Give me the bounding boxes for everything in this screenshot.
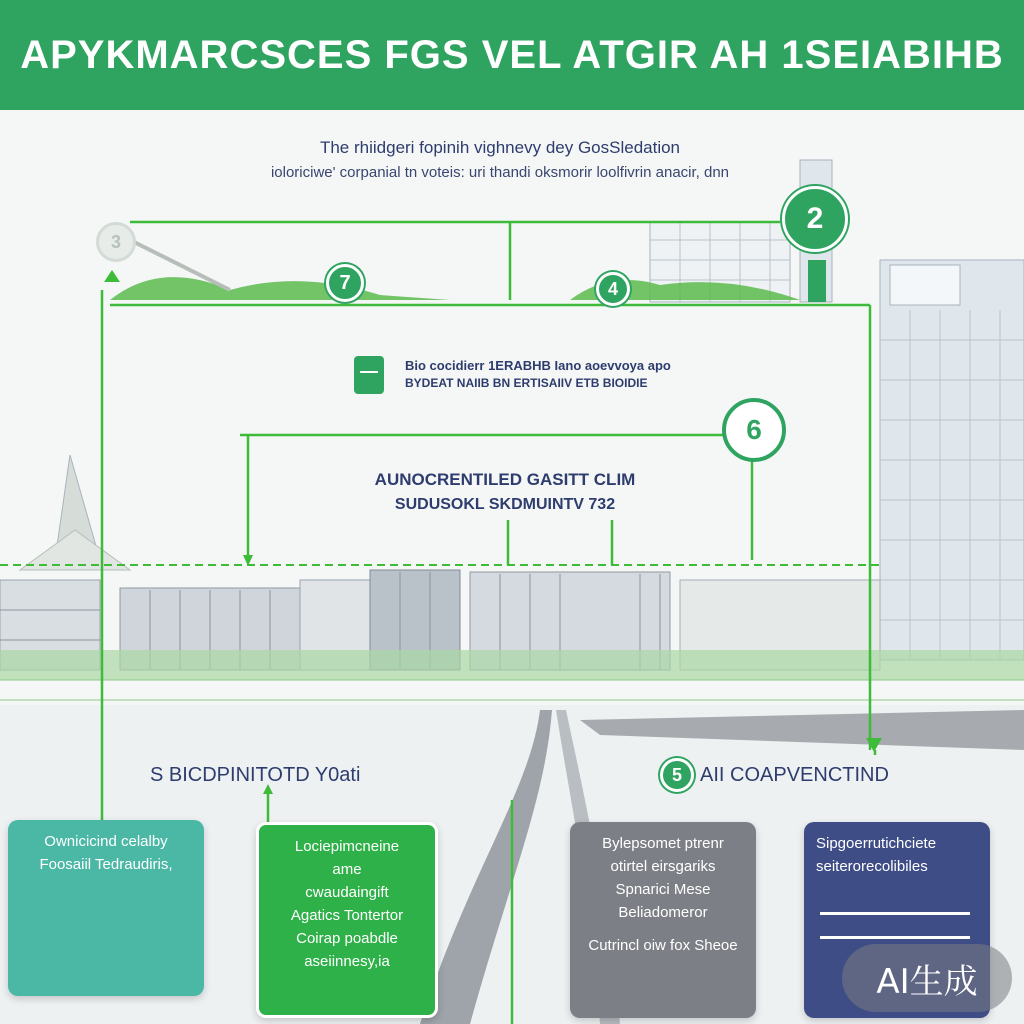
- right-tower: [880, 260, 1024, 660]
- card-navy-line: seiterorecolibiles: [816, 858, 928, 875]
- card-gray: [570, 822, 756, 1018]
- card-gray-line: Cutrincl oiw fox Sheoe: [588, 937, 738, 954]
- card-green-line: ame: [332, 861, 362, 878]
- header-banner: [0, 0, 1024, 110]
- card-gray-line: Bylepsomet ptrenr: [602, 835, 724, 852]
- navy-card-rule: [820, 936, 970, 939]
- card-green: [256, 822, 438, 1018]
- section-label-left: S BICDPINITOTD Y0ati: [150, 764, 361, 786]
- step-badge-6: 6: [722, 398, 786, 462]
- page-title: APYKMARCSCES FGS VEL ATGIR AH 1SEIABIHB: [20, 32, 1004, 77]
- ai-generated-watermark: AI生成: [842, 944, 1012, 1012]
- step-badge-7: 7: [326, 264, 364, 302]
- card-green-line: Lociepimcneine: [294, 838, 400, 855]
- document-icon: [354, 356, 384, 394]
- lawn-left: [110, 277, 450, 300]
- step-badge-2: 2: [782, 186, 848, 252]
- section-label-right: AII COAPVENCTIND: [700, 764, 889, 786]
- subtitle-line-1: The rhiidgeri fopinih vighnevy dey GosSledation: [319, 138, 681, 157]
- step-badge-4: 4: [596, 272, 630, 306]
- diagram-scene: [0, 110, 1024, 1024]
- step-badge-3: 3: [96, 222, 136, 262]
- card-green-line: Agatics Tontertor: [290, 907, 404, 924]
- card-green-line: aseiinnesy,ia: [304, 953, 390, 970]
- center-heading-line-2: SUDUSOKL SKDMUINTV 732: [394, 496, 616, 513]
- card-teal-line: Foosaiil Tedraudiris,: [39, 856, 173, 873]
- card-teal-line: Ownicicind celalby: [44, 833, 168, 850]
- navy-card-rule: [820, 912, 970, 915]
- middle-note-line-2: BYDEAT NAIIB BN ERTISAIIV ETB BIOIDIE: [405, 376, 648, 390]
- card-teal: [8, 820, 204, 996]
- step-badge-5: 5: [660, 758, 694, 792]
- subtitle-line-2: ioloriciwe' corpanial tn voteis: uri thandi oksmorir loolfivrin anacir, dnn: [270, 164, 730, 181]
- card-gray-line: otirtel eirsgariks: [610, 858, 716, 875]
- middle-note-line-1: Bio cocidierr 1ERABHB Iano aoevvoya apo: [405, 358, 671, 373]
- center-heading-line-1: AUNOCRENTILED GASITT CLIM: [374, 470, 636, 489]
- card-green-line: Coirap poabdle: [296, 930, 398, 947]
- card-navy-line: Sipgoerrutichciete: [816, 835, 937, 852]
- card-gray-line: Spnarici Mese: [615, 881, 711, 898]
- card-green-line: cwaudaingift: [305, 884, 389, 901]
- card-gray-line: Beliadomeror: [618, 904, 708, 921]
